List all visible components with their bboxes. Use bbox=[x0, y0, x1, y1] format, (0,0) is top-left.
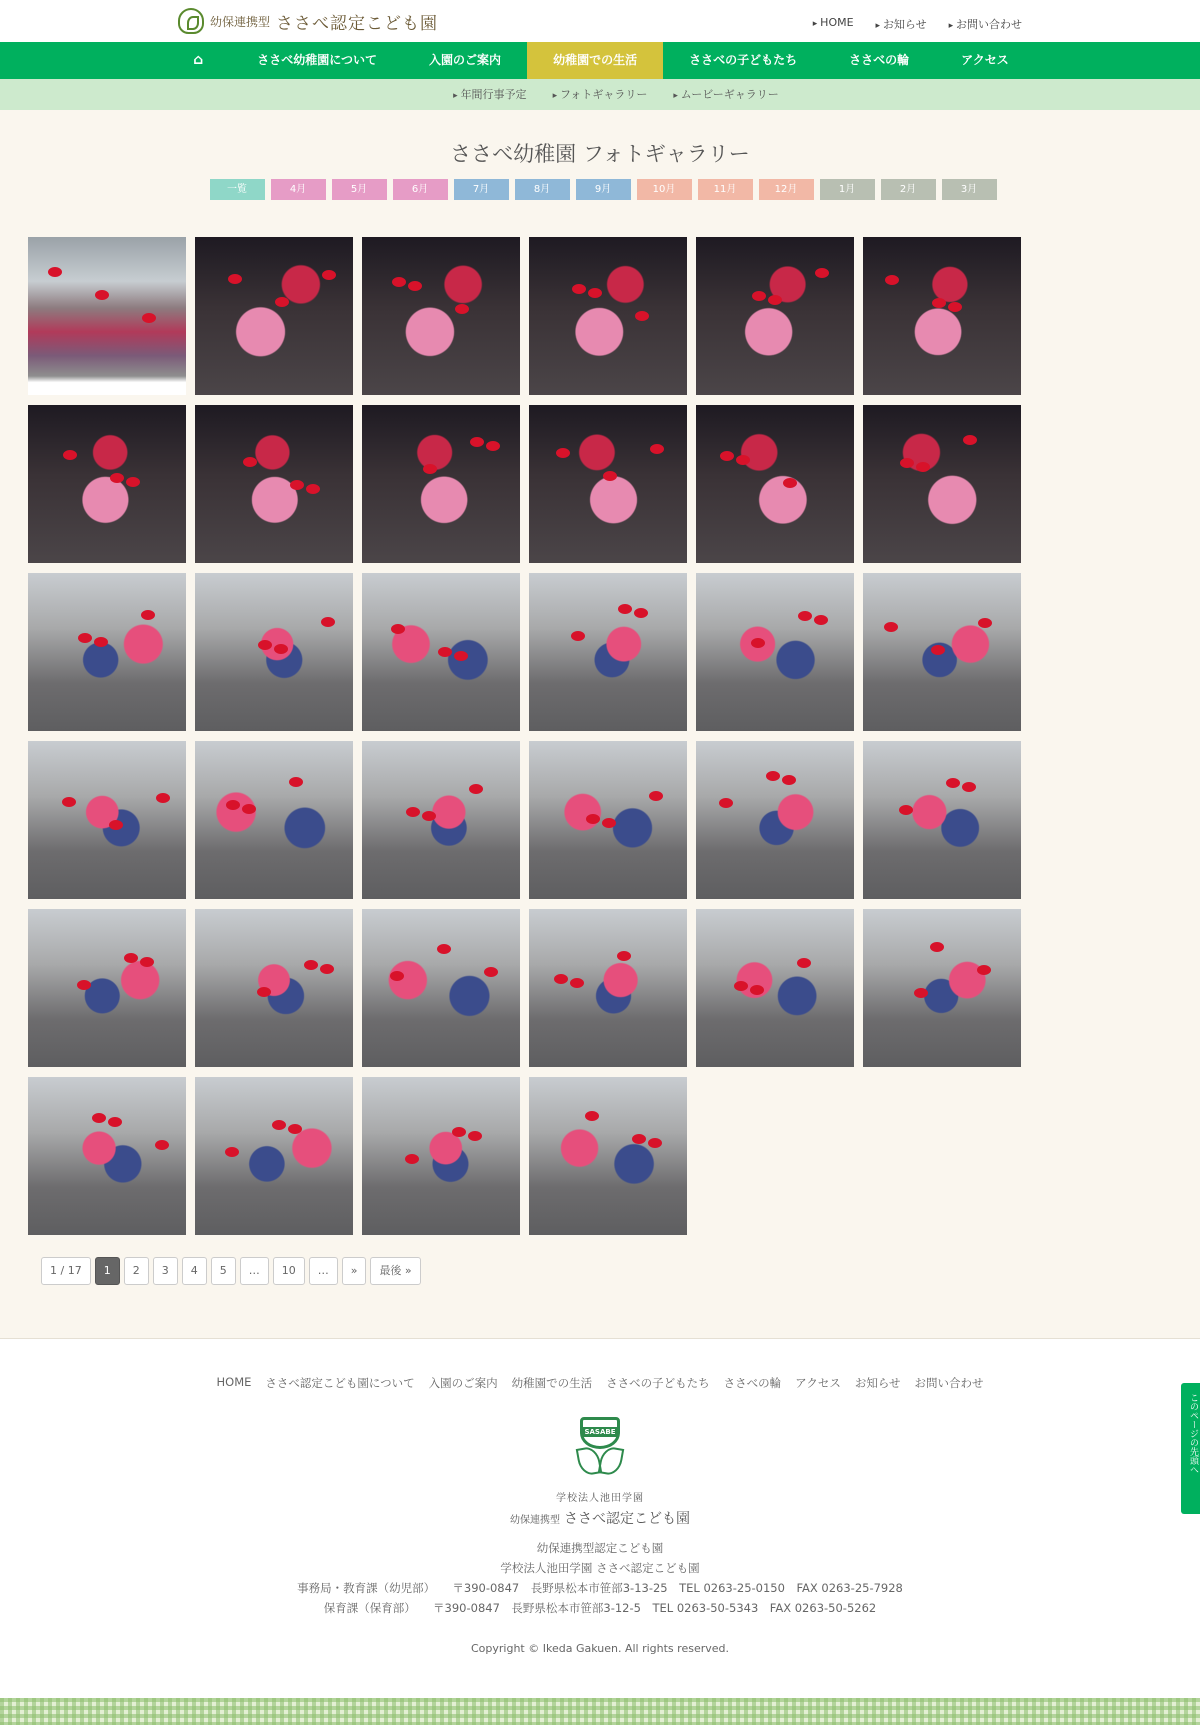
month-filter-button[interactable]: 7月 bbox=[454, 179, 509, 200]
headband-mark bbox=[752, 291, 766, 301]
footer-info-line: 事務局・教育課（幼児部） 〒390-0847 長野県松本市笹部3-13-25 TEL 0263-25-0150 FAX 0263-25-7928 bbox=[297, 1581, 903, 1595]
top-link-contact[interactable]: ▸ お問い合わせ bbox=[949, 16, 1022, 32]
month-filter-button[interactable]: 1月 bbox=[820, 179, 875, 200]
gallery-photo[interactable] bbox=[195, 741, 353, 899]
footer-link[interactable]: HOME bbox=[216, 1375, 252, 1389]
nav-home-icon[interactable]: ⌂ bbox=[193, 52, 204, 68]
footer-name: 幼保連携型 ささべ認定こども園 bbox=[510, 1511, 690, 1527]
gallery-photo[interactable] bbox=[529, 405, 687, 563]
gallery-photo[interactable] bbox=[362, 237, 520, 395]
headband-mark bbox=[48, 267, 62, 277]
photo-image bbox=[28, 573, 186, 731]
photo-image bbox=[863, 405, 1021, 563]
photo-image bbox=[28, 909, 186, 1067]
photo-image bbox=[195, 741, 353, 899]
nav-item-about[interactable]: ささべ幼稚園について bbox=[257, 53, 378, 67]
month-filter-button[interactable]: 8月 bbox=[515, 179, 570, 200]
headband-mark bbox=[109, 820, 123, 830]
gallery-photo[interactable] bbox=[195, 909, 353, 1067]
headband-mark bbox=[635, 311, 649, 321]
footer-org: 学校法人池田学園 bbox=[556, 1493, 644, 1504]
headband-mark bbox=[768, 295, 782, 305]
headband-mark bbox=[916, 462, 930, 472]
gallery-photo[interactable] bbox=[529, 741, 687, 899]
headband-mark bbox=[719, 798, 733, 808]
headband-mark bbox=[815, 268, 829, 278]
footer-link[interactable]: 幼稚園での生活 bbox=[511, 1376, 593, 1390]
headband-mark bbox=[750, 985, 764, 995]
headband-mark bbox=[92, 1113, 106, 1123]
photo-image bbox=[863, 909, 1021, 1067]
pagination-page[interactable]: 10 bbox=[273, 1257, 305, 1285]
headband-mark bbox=[110, 473, 124, 483]
headband-mark bbox=[452, 1127, 466, 1137]
top-bar bbox=[0, 0, 1200, 42]
headband-mark bbox=[156, 793, 170, 803]
headband-mark bbox=[948, 302, 962, 312]
photo-image bbox=[529, 405, 687, 563]
photo-image bbox=[28, 1077, 186, 1235]
logo-emblem-icon bbox=[178, 8, 204, 34]
pagination-ellipsis: … bbox=[240, 1257, 269, 1285]
month-filter-button[interactable]: 9月 bbox=[576, 179, 631, 200]
gallery-photo[interactable] bbox=[28, 909, 186, 1067]
headband-mark bbox=[649, 791, 663, 801]
headband-mark bbox=[94, 637, 108, 647]
photo-image bbox=[529, 909, 687, 1067]
photo-image bbox=[696, 237, 854, 395]
gallery-photo[interactable] bbox=[362, 573, 520, 731]
gallery-photo[interactable] bbox=[696, 573, 854, 731]
month-filter bbox=[6, 179, 1200, 200]
gallery-photo[interactable] bbox=[529, 573, 687, 731]
headband-mark bbox=[586, 814, 600, 824]
footer bbox=[0, 1338, 1200, 1698]
pagination bbox=[41, 1257, 421, 1285]
gallery-photo[interactable] bbox=[362, 1077, 520, 1235]
footer-info bbox=[0, 1538, 1200, 1618]
footer-link[interactable]: アクセス bbox=[795, 1376, 841, 1390]
headband-mark bbox=[228, 274, 242, 284]
headband-mark bbox=[272, 1120, 286, 1130]
gallery-photo[interactable] bbox=[195, 405, 353, 563]
gallery-photo[interactable] bbox=[28, 405, 186, 563]
nav-item-access[interactable]: アクセス bbox=[961, 53, 1009, 67]
photo-image bbox=[195, 573, 353, 731]
photo-image bbox=[696, 741, 854, 899]
headband-mark bbox=[571, 631, 585, 641]
photo-image bbox=[362, 741, 520, 899]
gallery-photo[interactable] bbox=[28, 1077, 186, 1235]
headband-mark bbox=[321, 617, 335, 627]
site-logo[interactable] bbox=[178, 8, 438, 34]
gallery-photo[interactable] bbox=[863, 405, 1021, 563]
sub-nav bbox=[0, 79, 1200, 110]
pagination-last[interactable]: 最後 » bbox=[370, 1257, 420, 1285]
headband-mark bbox=[650, 444, 664, 454]
headband-mark bbox=[392, 277, 406, 287]
gallery-photo[interactable] bbox=[529, 1077, 687, 1235]
photo-image bbox=[696, 909, 854, 1067]
headband-mark bbox=[618, 604, 632, 614]
footer-link[interactable]: ささべの輪 bbox=[723, 1376, 782, 1390]
headband-mark bbox=[142, 313, 156, 323]
footer-link[interactable]: 入園のご案内 bbox=[428, 1376, 498, 1390]
copyright: Copyright © Ikeda Gakuen. All rights reserved. bbox=[471, 1642, 729, 1655]
gallery-photo[interactable] bbox=[362, 405, 520, 563]
month-filter-button[interactable]: 5月 bbox=[332, 179, 387, 200]
headband-mark bbox=[320, 964, 334, 974]
headband-mark bbox=[884, 622, 898, 632]
headband-mark bbox=[914, 988, 928, 998]
month-filter-button[interactable]: 一覧 bbox=[210, 179, 265, 200]
month-filter-button[interactable]: 4月 bbox=[271, 179, 326, 200]
gallery-photo[interactable] bbox=[863, 909, 1021, 1067]
subnav-item-photo[interactable]: ▸ フォトギャラリー bbox=[553, 79, 648, 110]
footer-link[interactable]: ささべの子どもたち bbox=[606, 1376, 710, 1390]
gallery-photo[interactable] bbox=[696, 741, 854, 899]
photo-image bbox=[28, 741, 186, 899]
headband-mark bbox=[141, 610, 155, 620]
headband-mark bbox=[140, 957, 154, 967]
footer-link[interactable]: お知らせ bbox=[854, 1376, 901, 1390]
headband-mark bbox=[885, 275, 899, 285]
headband-mark bbox=[77, 980, 91, 990]
headband-mark bbox=[289, 777, 303, 787]
photo-image bbox=[362, 405, 520, 563]
nav-item-children[interactable]: ささべの子どもたち bbox=[689, 53, 798, 67]
footer-info-line: 幼保連携型認定こども園 bbox=[536, 1541, 664, 1555]
headband-mark bbox=[978, 618, 992, 628]
gallery-photo[interactable] bbox=[696, 909, 854, 1067]
headband-mark bbox=[124, 953, 138, 963]
gallery-photo[interactable] bbox=[696, 405, 854, 563]
headband-mark bbox=[486, 441, 500, 451]
photo-image bbox=[195, 909, 353, 1067]
headband-mark bbox=[406, 807, 420, 817]
photo-image bbox=[863, 741, 1021, 899]
headband-mark bbox=[556, 448, 570, 458]
headband-mark bbox=[588, 288, 602, 298]
headband-mark bbox=[632, 1134, 646, 1144]
footer-info-line: 学校法人池田学園 ささべ認定こども園 bbox=[500, 1561, 700, 1575]
headband-mark bbox=[814, 615, 828, 625]
headband-mark bbox=[408, 281, 422, 291]
gallery-photo[interactable] bbox=[195, 1077, 353, 1235]
photo-image bbox=[362, 237, 520, 395]
logo-prefix: 幼保連携型 bbox=[210, 14, 271, 29]
headband-mark bbox=[63, 450, 77, 460]
nav-item-admission[interactable]: 入園のご案内 bbox=[429, 53, 502, 67]
gallery-photo[interactable] bbox=[28, 741, 186, 899]
pagination-page[interactable]: 4 bbox=[182, 1257, 207, 1285]
photo-image bbox=[529, 1077, 687, 1235]
footer-emblem-icon: SASABE bbox=[570, 1417, 630, 1479]
headband-mark bbox=[306, 484, 320, 494]
headband-mark bbox=[963, 435, 977, 445]
headband-mark bbox=[570, 978, 584, 988]
gallery-photo[interactable] bbox=[863, 741, 1021, 899]
pagination-page[interactable]: 3 bbox=[153, 1257, 178, 1285]
pagination-page[interactable]: 2 bbox=[124, 1257, 149, 1285]
photo-image bbox=[195, 405, 353, 563]
top-links bbox=[813, 16, 1022, 32]
nav-item-circle[interactable]: ささべの輪 bbox=[849, 53, 910, 67]
headband-mark bbox=[155, 1140, 169, 1150]
top-link-news[interactable]: ▸ お知らせ bbox=[876, 16, 927, 32]
month-filter-button[interactable]: 11月 bbox=[698, 179, 753, 200]
headband-mark bbox=[78, 633, 92, 643]
headband-mark bbox=[900, 458, 914, 468]
headband-mark bbox=[438, 647, 452, 657]
photo-image bbox=[195, 237, 353, 395]
nav-item-life[interactable]: 幼稚園での生活 bbox=[527, 42, 663, 79]
photo-gallery bbox=[28, 237, 1022, 1235]
headband-mark bbox=[617, 951, 631, 961]
headband-mark bbox=[108, 1117, 122, 1127]
headband-mark bbox=[437, 944, 451, 954]
photo-image bbox=[696, 573, 854, 731]
pagination-next[interactable]: » bbox=[342, 1257, 367, 1285]
photo-image bbox=[696, 405, 854, 563]
headband-mark bbox=[782, 775, 796, 785]
headband-mark bbox=[469, 784, 483, 794]
headband-mark bbox=[734, 981, 748, 991]
headband-mark bbox=[290, 480, 304, 490]
headband-mark bbox=[242, 804, 256, 814]
photo-image bbox=[28, 405, 186, 563]
month-filter-button[interactable]: 6月 bbox=[393, 179, 448, 200]
gallery-photo[interactable] bbox=[863, 573, 1021, 731]
headband-mark bbox=[226, 800, 240, 810]
logo-name: ささべ認定こども園 bbox=[276, 13, 439, 34]
gallery-photo[interactable] bbox=[696, 237, 854, 395]
gallery-photo[interactable] bbox=[362, 909, 520, 1067]
headband-mark bbox=[720, 451, 734, 461]
page-top-button[interactable]: このページの先頭へ bbox=[1181, 1383, 1200, 1514]
headband-mark bbox=[946, 778, 960, 788]
main-nav bbox=[0, 42, 1200, 79]
month-filter-button[interactable]: 12月 bbox=[759, 179, 814, 200]
headband-mark bbox=[931, 645, 945, 655]
top-link-home[interactable]: ▸ HOME bbox=[813, 16, 854, 32]
footer-info-line: 保育課（保育部） 〒390-0847 長野県松本市笹部3-12-5 TEL 0263-50-5343 FAX 0263-50-5262 bbox=[323, 1601, 877, 1615]
headband-mark bbox=[751, 638, 765, 648]
gallery-photo[interactable] bbox=[195, 573, 353, 731]
footer-link[interactable]: ささべ認定こども園について bbox=[265, 1376, 415, 1390]
headband-mark bbox=[126, 477, 140, 487]
headband-mark bbox=[634, 608, 648, 618]
headband-mark bbox=[225, 1147, 239, 1157]
headband-mark bbox=[484, 967, 498, 977]
month-filter-button[interactable]: 10月 bbox=[637, 179, 692, 200]
pagination-ellipsis: … bbox=[309, 1257, 338, 1285]
headband-mark bbox=[470, 437, 484, 447]
pagination-current: 1 bbox=[95, 1257, 120, 1285]
headband-mark bbox=[288, 1124, 302, 1134]
month-filter-button[interactable]: 2月 bbox=[881, 179, 936, 200]
gallery-photo[interactable] bbox=[28, 573, 186, 731]
headband-mark bbox=[572, 284, 586, 294]
pagination-summary: 1 / 17 bbox=[41, 1257, 91, 1285]
headband-mark bbox=[798, 611, 812, 621]
gallery-photo[interactable] bbox=[529, 237, 687, 395]
footer-link[interactable]: お問い合わせ bbox=[914, 1376, 984, 1390]
headband-mark bbox=[454, 651, 468, 661]
headband-mark bbox=[603, 471, 617, 481]
photo-image bbox=[529, 237, 687, 395]
gallery-photo[interactable] bbox=[362, 741, 520, 899]
headband-mark bbox=[275, 297, 289, 307]
headband-mark bbox=[455, 304, 469, 314]
headband-mark bbox=[422, 811, 436, 821]
headband-mark bbox=[736, 455, 750, 465]
headband-mark bbox=[554, 974, 568, 984]
photo-image bbox=[28, 237, 186, 395]
headband-mark bbox=[243, 457, 257, 467]
page-title: ささべ幼稚園 フォトギャラリー bbox=[450, 142, 750, 166]
headband-mark bbox=[977, 965, 991, 975]
headband-mark bbox=[783, 478, 797, 488]
gallery-photo[interactable] bbox=[529, 909, 687, 1067]
photo-image bbox=[362, 909, 520, 1067]
gallery-photo[interactable] bbox=[863, 237, 1021, 395]
headband-mark bbox=[322, 270, 336, 280]
headband-mark bbox=[930, 942, 944, 952]
headband-mark bbox=[468, 1131, 482, 1141]
headband-mark bbox=[95, 290, 109, 300]
month-filter-button[interactable]: 3月 bbox=[942, 179, 997, 200]
headband-mark bbox=[405, 1154, 419, 1164]
photo-image bbox=[529, 573, 687, 731]
headband-mark bbox=[797, 958, 811, 968]
subnav-item-schedule[interactable]: ▸ 年間行事予定 bbox=[453, 79, 526, 110]
photo-image bbox=[362, 1077, 520, 1235]
gallery-photo[interactable] bbox=[195, 237, 353, 395]
headband-mark bbox=[257, 987, 271, 997]
photo-image bbox=[195, 1077, 353, 1235]
headband-mark bbox=[766, 771, 780, 781]
headband-mark bbox=[274, 644, 288, 654]
headband-mark bbox=[585, 1111, 599, 1121]
headband-mark bbox=[390, 971, 404, 981]
headband-mark bbox=[648, 1138, 662, 1148]
headband-mark bbox=[423, 464, 437, 474]
headband-mark bbox=[258, 640, 272, 650]
gingham-border bbox=[0, 1698, 1200, 1725]
pagination-page[interactable]: 5 bbox=[211, 1257, 236, 1285]
subnav-item-movie[interactable]: ▸ ムービーギャラリー bbox=[673, 79, 778, 110]
headband-mark bbox=[932, 298, 946, 308]
headband-mark bbox=[899, 805, 913, 815]
photo-image bbox=[863, 237, 1021, 395]
gallery-photo[interactable] bbox=[28, 237, 186, 395]
footer-links bbox=[0, 1375, 1200, 1391]
headband-mark bbox=[962, 782, 976, 792]
headband-mark bbox=[62, 797, 76, 807]
headband-mark bbox=[304, 960, 318, 970]
headband-mark bbox=[602, 818, 616, 828]
headband-mark bbox=[391, 624, 405, 634]
